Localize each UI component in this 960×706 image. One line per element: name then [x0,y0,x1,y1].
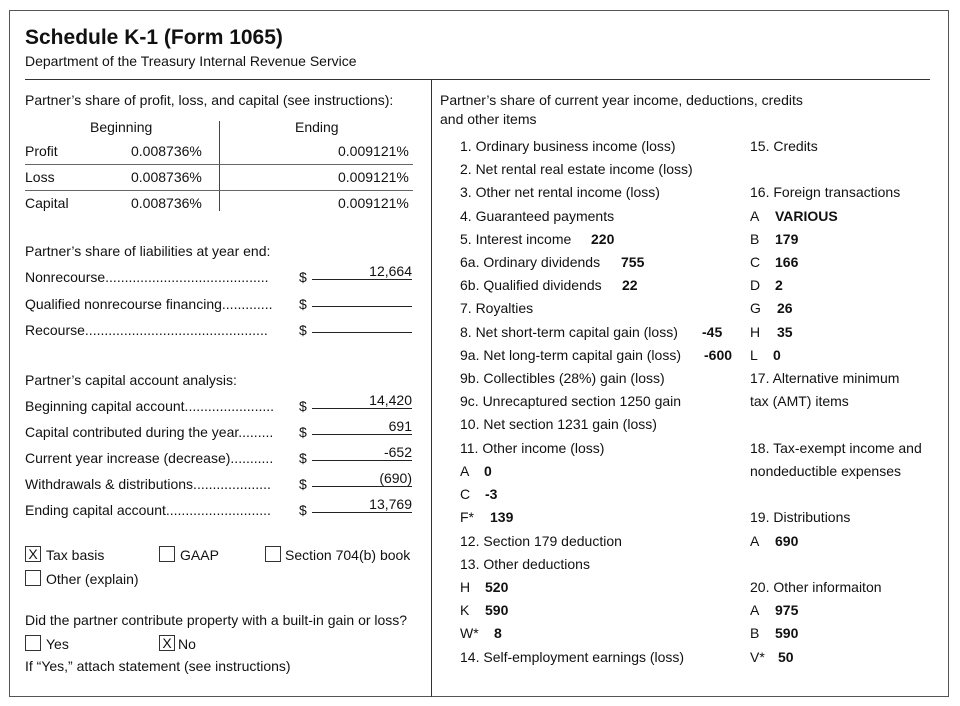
share-row-capital-beginning: 0.008736% [131,195,202,211]
item-label: 13. Other deductions [460,556,590,572]
item-label: 10. Net section 1231 gain (loss) [460,416,657,432]
item-value: 0 [484,463,492,479]
item-label: V* [750,649,765,665]
share-row-capital-label: Capital [25,195,69,211]
item-label: 9b. Collectibles (28%) gain (loss) [460,370,665,386]
cap-withdrawals-value[interactable]: (690) [312,470,412,487]
item-value: 8 [494,625,502,641]
item-label: W* [460,625,479,641]
item-label: K [460,602,470,618]
item-value: -45 [702,324,723,340]
share-row-divider [25,190,413,191]
item-label: H [460,579,471,595]
tax-basis-checkbox[interactable]: X [25,546,41,562]
cap-increase-value[interactable]: -652 [312,444,412,461]
item-value: 220 [591,231,615,247]
item-label: 5. Interest income [460,231,572,247]
other-explain-checkbox[interactable] [25,570,41,586]
item-label: L [750,347,758,363]
item-label: 1. Ordinary business income (loss) [460,138,676,154]
item-value: 755 [621,254,645,270]
liab-qualified-value[interactable] [312,290,412,307]
section-704b-checkbox[interactable] [265,546,281,562]
dollar-sign: $ [299,450,307,466]
cap-ending-label: Ending capital account........................... [25,502,271,518]
item-label: B [750,625,760,641]
item-label: 7. Royalties [460,300,534,316]
item-label: B [750,231,760,247]
col-beginning-header: Beginning [90,119,153,135]
item-label: 2. Net rental real estate income (loss) [460,161,693,177]
header-divider [25,79,930,80]
item-label: G [750,300,761,316]
share-row-capital-ending: 0.009121% [338,195,409,211]
cap-contributed-label: Capital contributed during the year......... [25,424,274,440]
tax-basis-label: Tax basis [46,547,105,563]
form-title: Schedule K-1 (Form 1065) [25,26,283,49]
item-label: A [750,602,760,618]
share-row-loss-ending: 0.009121% [338,169,409,185]
dollar-sign: $ [299,424,307,440]
item-label: 6a. Ordinary dividends [460,254,601,270]
item-value: 22 [622,277,638,293]
liab-recourse-label: Recourse............................................... [25,322,268,338]
item-label: 12. Section 179 deduction [460,533,622,549]
dollar-sign: $ [299,502,307,518]
item-value: 0 [773,347,781,363]
dollar-sign: $ [299,322,307,338]
dollar-sign: $ [299,296,307,312]
share-row-profit-label: Profit [25,143,58,159]
dollar-sign: $ [299,269,307,285]
share-section-title: Partner’s share of profit, loss, and capital (see instructions): [25,92,394,108]
item-value: 50 [778,649,794,665]
item-label: A [460,463,470,479]
share-row-loss-label: Loss [25,169,55,185]
share-col-divider [219,121,220,211]
item-label: 17. Alternative minimum [750,370,900,386]
other-explain-label: Other (explain) [46,571,139,587]
item-label: H [750,324,761,340]
item-label: A [750,533,760,549]
cap-beginning-value[interactable]: 14,420 [312,392,412,409]
item-value: 179 [775,231,799,247]
liab-recourse-value[interactable] [312,316,412,333]
share-row-profit-beginning: 0.008736% [131,143,202,159]
liab-section-title: Partner’s share of liabilities at year end: [25,243,271,259]
attach-note: If “Yes,” attach statement (see instructions) [25,658,291,674]
item-label: 4. Guaranteed payments [460,208,615,224]
item-value: 26 [777,300,793,316]
item-label: 3. Other net rental income (loss) [460,184,660,200]
item-value: 520 [485,579,509,595]
item-label: 9c. Unrecaptured section 1250 gain [460,393,682,409]
share-row-loss-beginning: 0.008736% [131,169,202,185]
cap-contributed-value[interactable]: 691 [312,418,412,435]
item-label: 18. Tax-exempt income and [750,440,922,456]
form-subtitle: Department of the Treasury Internal Revenue Service [25,53,357,69]
item-value: VARIOUS [775,208,838,224]
contrib-yes-checkbox[interactable] [25,635,41,651]
item-value: 975 [775,602,799,618]
item-label: D [750,277,761,293]
item-value: 139 [490,509,514,525]
liab-qualified-label: Qualified nonrecourse financing............. [25,296,273,312]
cap-increase-label: Current year increase (decrease)........... [25,450,274,466]
item-value: 35 [777,324,793,340]
item-label: F* [460,509,474,525]
item-value: 166 [775,254,799,270]
item-value: -3 [485,486,498,502]
contrib-no-checkbox[interactable]: X [159,635,175,651]
item-label: 9a. Net long-term capital gain (loss) [460,347,681,363]
item-value: 690 [775,533,799,549]
share-row-profit-ending: 0.009121% [338,143,409,159]
cap-withdrawals-label: Withdrawals & distributions.................... [25,476,271,492]
item-label: 14. Self-employment earnings (loss) [460,649,685,665]
item-label: 15. Credits [750,138,818,154]
gaap-checkbox[interactable] [159,546,175,562]
item-label: 11. Other income (loss) [460,440,605,456]
dollar-sign: $ [299,476,307,492]
cap-ending-value[interactable]: 13,769 [312,496,412,513]
gaap-label: GAAP [180,547,219,563]
section-704b-label: Section 704(b) book [285,547,411,563]
item-label: A [750,208,760,224]
item-value: -600 [704,347,733,363]
item-label: tax (AMT) items [750,393,849,409]
item-label: 20. Other informaiton [750,579,882,595]
item-value: 590 [485,602,509,618]
item-value: 2 [775,277,783,293]
contrib-no-label: No [178,636,196,652]
cap-beginning-label: Beginning capital account....................... [25,398,275,414]
contrib-question: Did the partner contribute property with a built-in gain or loss? [25,612,408,628]
right-section-title-line1: Partner’s share of current year income, deductions, credits [440,92,803,108]
column-divider [431,80,432,697]
item-label: C [750,254,761,270]
share-row-divider [25,164,413,165]
item-label: 19. Distributions [750,509,851,525]
item-label: nondeductible expenses [750,463,902,479]
item-label: 8. Net short-term capital gain (loss) [460,324,678,340]
cap-section-title: Partner’s capital account analysis: [25,372,237,388]
liab-nonrecourse-value[interactable]: 12,664 [312,263,412,280]
item-label: C [460,486,471,502]
item-label: 16. Foreign transactions [750,184,901,200]
item-label: 6b. Qualified dividends [460,277,602,293]
right-section-title-line2: and other items [440,111,537,127]
contrib-yes-label: Yes [46,636,69,652]
item-value: 590 [775,625,799,641]
liab-nonrecourse-label: Nonrecourse.......................................... [25,269,269,285]
col-ending-header: Ending [295,119,339,135]
dollar-sign: $ [299,398,307,414]
